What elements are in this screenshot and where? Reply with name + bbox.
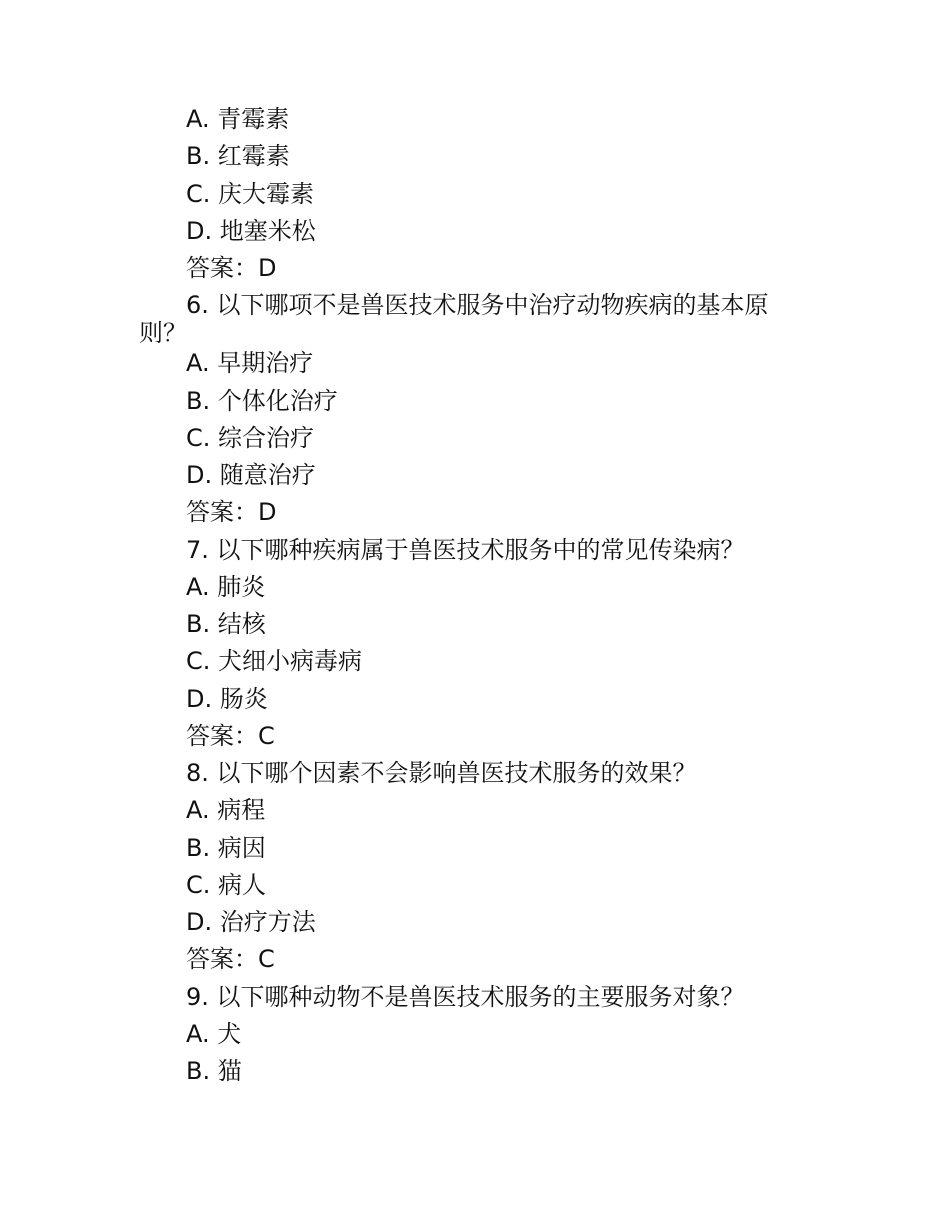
option-q9-a: A. 犬 [186,1019,242,1048]
question-6 [139,287,806,348]
option-q8-a: A. 病程 [186,796,266,825]
option-q7-b: B. 结核 [186,610,266,638]
document-content [139,101,806,1090]
question-8: 8. 以下哪个因素不会影响兽医技术服务的效果？ [186,759,697,787]
question-9: 9. 以下哪种动物不是兽医技术服务的主要服务对象？ [186,982,745,1011]
option-q9-b: B. 猫 [186,1057,242,1085]
question-7: 7. 以下哪种疾病属于兽医技术服务中的常见传染病？ [186,535,745,564]
option-q7-d: D. 肠炎 [186,684,268,713]
answer-q5: 答案：D [186,254,277,282]
option-q5-a: A. 青霉素 [186,105,290,133]
option-q6-a: A. 早期治疗 [186,349,314,378]
option-q7-a: A. 肺炎 [186,572,266,601]
answer-q7: 答案：C [186,721,275,750]
answer-q6: 答案：D [186,498,277,527]
option-q8-b: B. 病因 [186,833,266,862]
option-q5-b: B. 红霉素 [186,142,290,171]
option-q8-d: D. 治疗方法 [186,908,316,936]
option-q8-c: C. 病人 [186,870,267,899]
question-6-line-1: 6. 以下哪项不是兽医技术服务中治疗动物疾病的基本原 [186,291,769,320]
option-q6-b: B. 个体化治疗 [186,386,338,415]
option-q5-c: C. 庆大霉素 [186,179,315,208]
option-q6-d: D. 随意治疗 [186,461,316,489]
option-q7-c: C. 犬细小病毒病 [186,647,363,676]
question-6-line-2: 则？ [139,319,187,348]
option-q6-c: C. 综合治疗 [186,423,315,452]
answer-q8: 答案：C [186,945,275,974]
option-q5-d: D. 地塞米松 [186,216,316,245]
